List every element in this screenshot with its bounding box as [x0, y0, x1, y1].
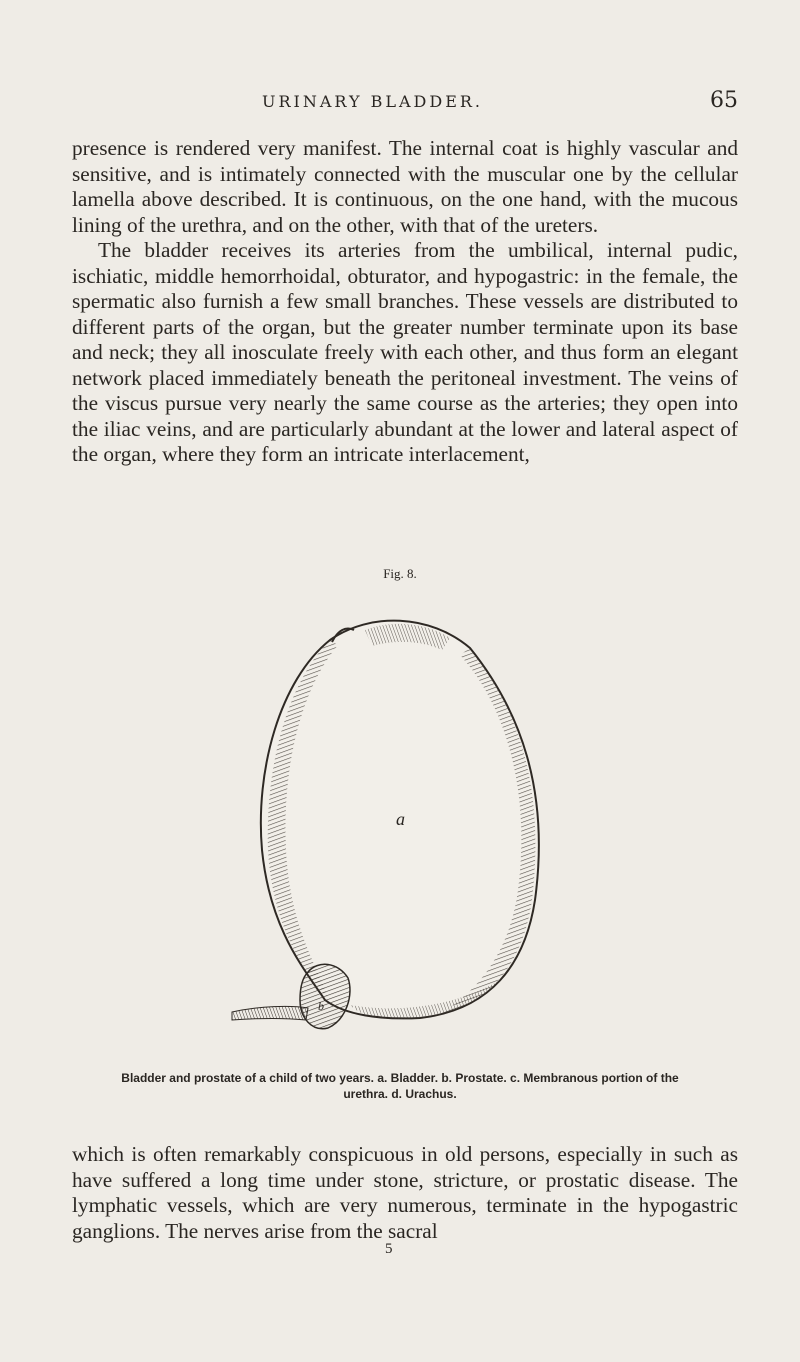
figure-caption: Bladder and prostate of a child of two years. a. Bladder. b. Prostate. c. Membranous portion of the urethra. d. Urachus.: [121, 1071, 679, 1101]
signature-mark: 5: [385, 1241, 393, 1257]
paragraph-lymphatics: which is often remarkably conspicuous in old persons, especially in such as have suffered a long time under stone, stricture, or prostatic disease. The lymphatic vessels, which are very numerous, terminate in the hypogastric ganglions. The nerves arise from the sacral: [72, 1142, 738, 1243]
paragraph-continued: presence is rendered very manifest. The internal coat is highly vascular and sensitive, and is intimately connected with the muscular one by the cellular lamella above described. It is continuous, on the one hand, with the mucous lining of the urethra, and on the other, with that of the ureters.: [72, 136, 738, 237]
body-text-bottom: [72, 1142, 738, 1244]
body-text-top: [72, 136, 738, 468]
paragraph-arteries: The bladder receives its arteries from the umbilical, internal pudic, ischiatic, middle hemorrhoidal, obturator, and hypogastric: in the female, the spermatic also furnish a few small branches. These vessels are distributed to different parts of the organ, but the greater number terminate upon its base and neck; they all inosculate freely with each other, and thus form an elegant network placed immediately beneath the peritoneal investment. The veins of the viscus pursue very nearly the same course as the arteries; they open into the iliac veins, and are particularly abundant at the lower and lateral aspect of the organ, where they form an intricate interlacement,: [72, 238, 738, 466]
prostate: [300, 964, 350, 1028]
bladder-illustration: [220, 600, 560, 1040]
figure-letter-b: b: [318, 999, 324, 1013]
membranous-urethra: [232, 1006, 308, 1020]
figure-label: Fig. 8.: [383, 566, 417, 581]
figure-letter-a: a: [396, 809, 405, 829]
running-head-title: URINARY BLADDER.: [262, 92, 484, 111]
page-number: 65: [710, 88, 738, 113]
running-head: [72, 90, 738, 114]
